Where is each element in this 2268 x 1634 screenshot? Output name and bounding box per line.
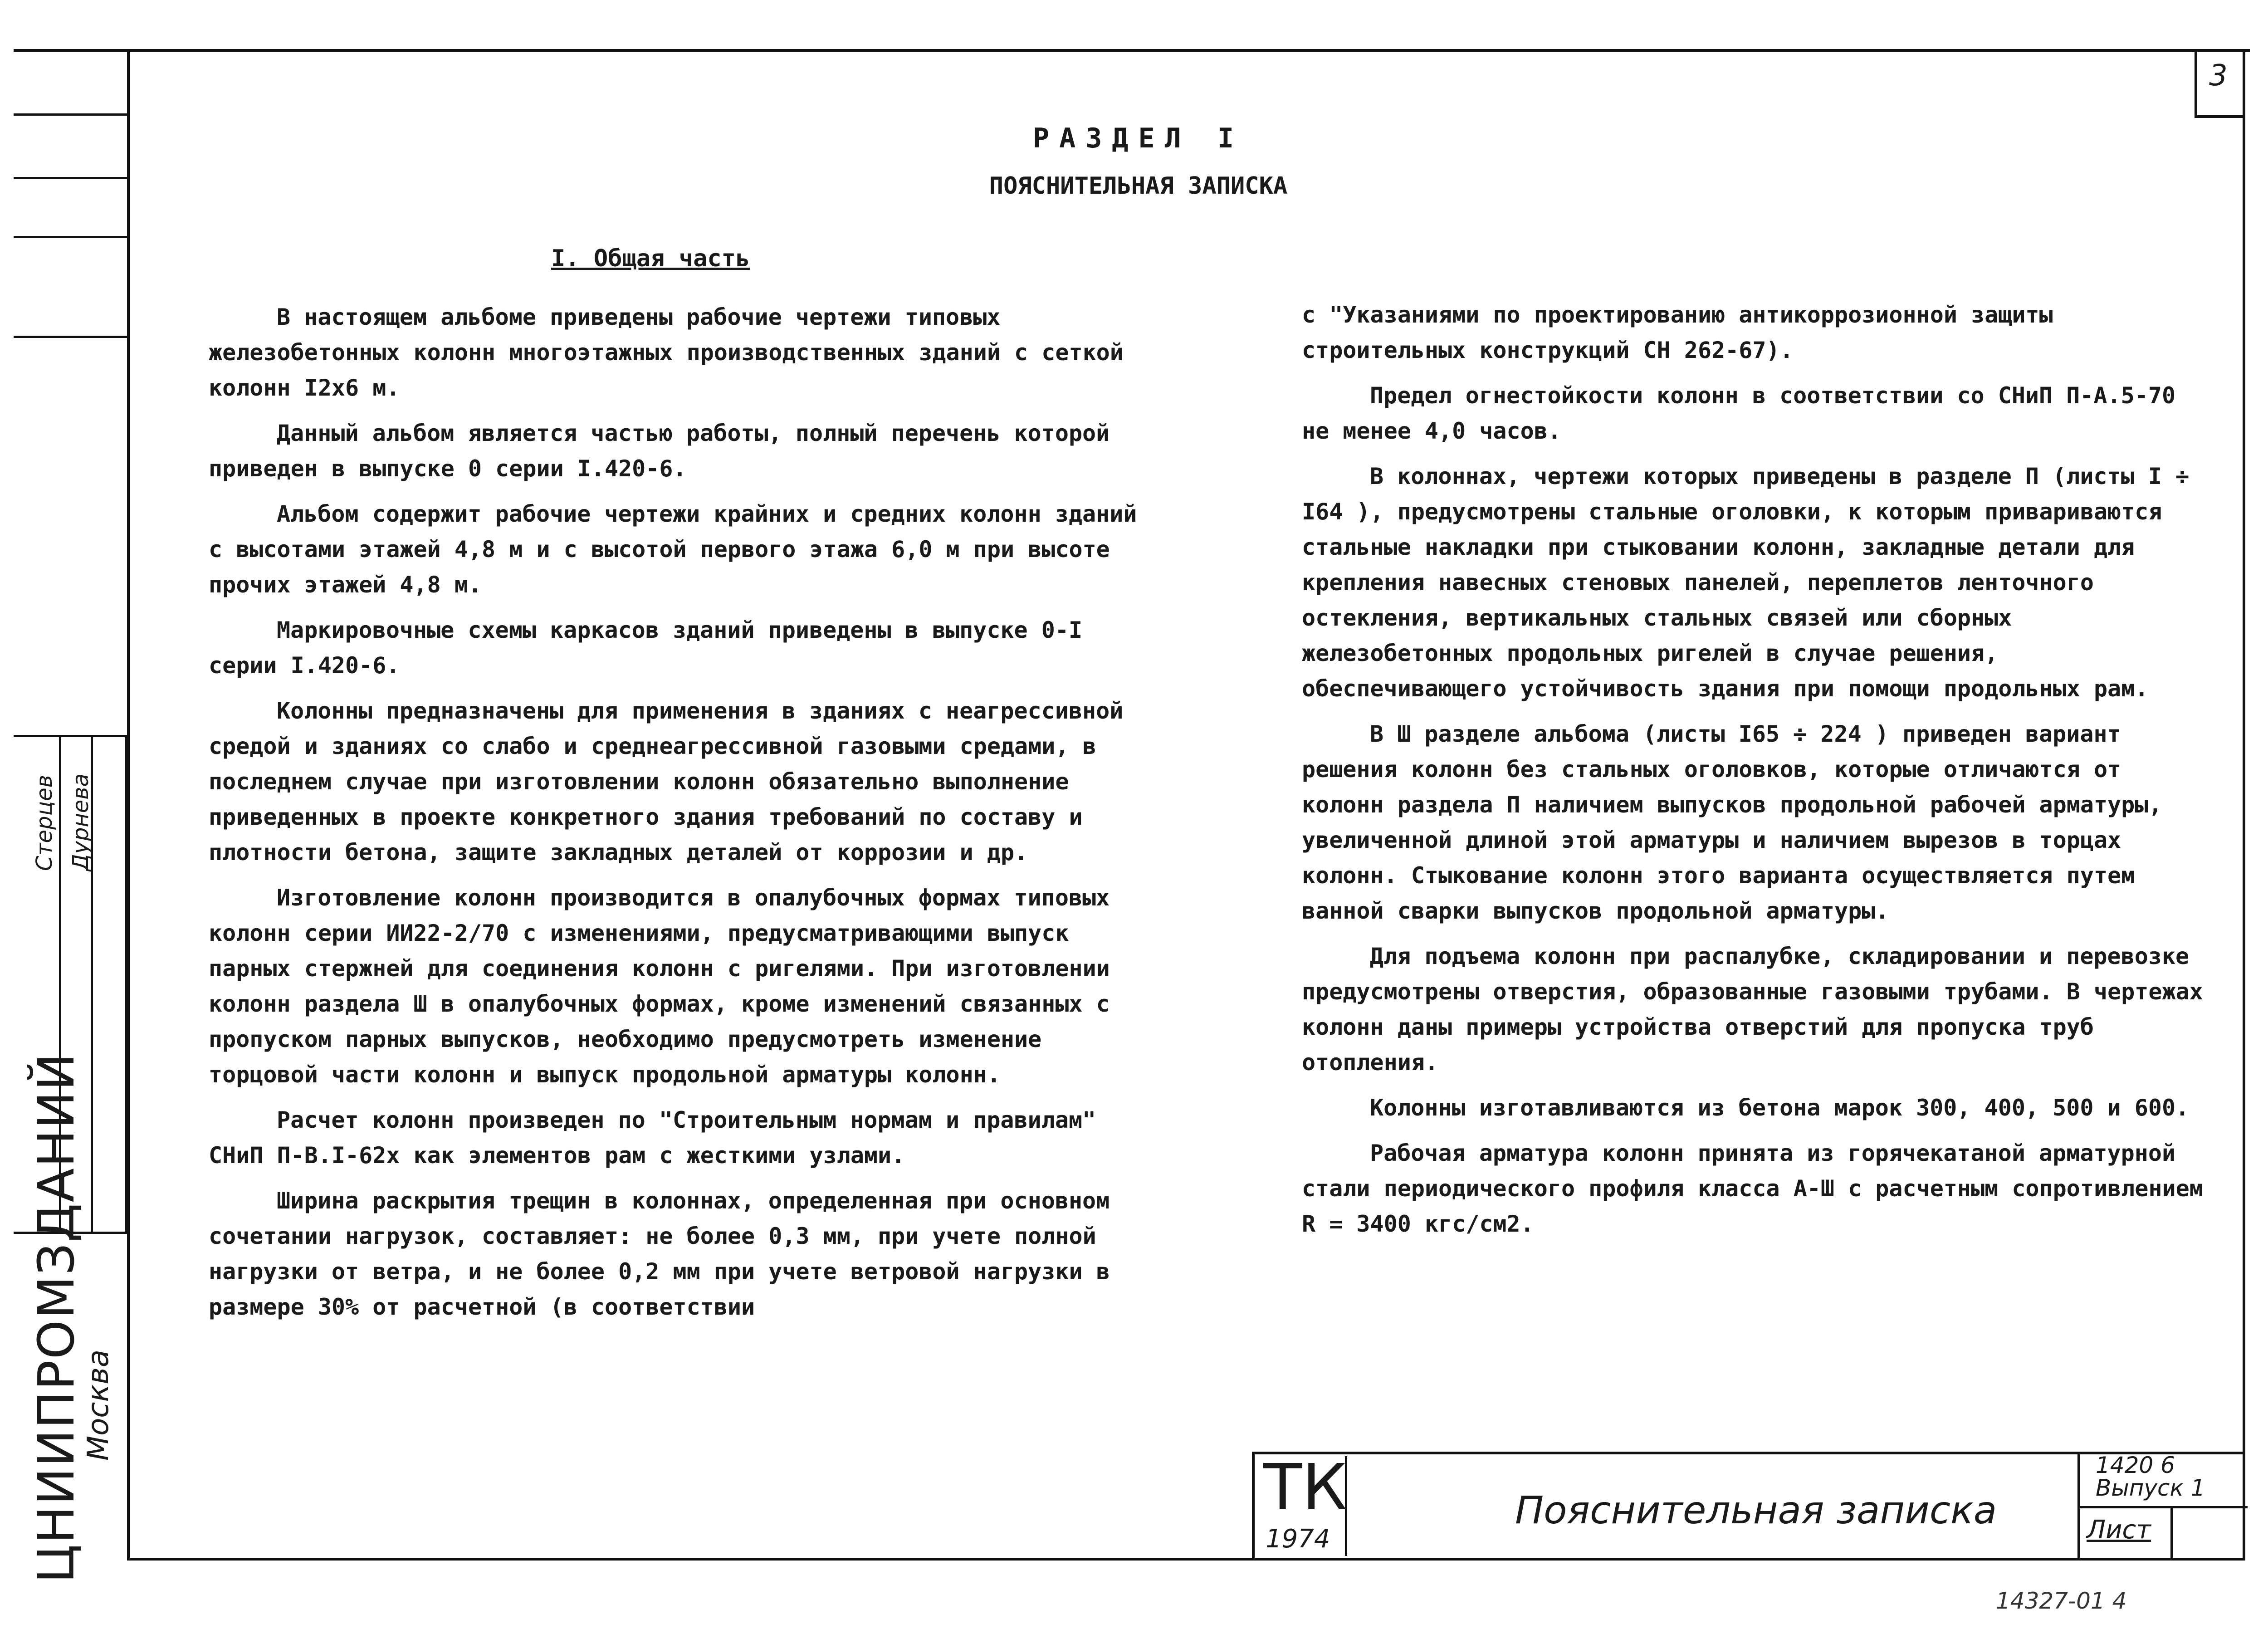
paragraph: В Ш разделе альбома (листы I65 ÷ 224 ) приведен вариант решения колонн без стальных оголовков, которые отличаются от колонн раздела П наличием выпусков продольной рабочей арматуры, увеличенной длиной этой арматуры и наличием вырезов в торцах колонн. Стыкование колонн этого варианта осуществляется путем ванной сварки выпусков продольной арматуры. bbox=[1302, 721, 2162, 924]
issue-label: Выпуск 1 bbox=[2096, 1475, 2205, 1501]
divider bbox=[2080, 1506, 2248, 1508]
paragraph: Маркировочные схемы каркасов зданий приведены в выпуске 0-I серии I.420-6. bbox=[209, 617, 1083, 679]
paragraph: с "Указаниями по проектированию антикоррозионной защиты строительных конструкций СН 262-67). bbox=[1302, 302, 2053, 363]
subsection-title: I. Общая часть bbox=[551, 245, 750, 272]
signature-name: Дурнева bbox=[68, 773, 93, 871]
paragraph: Расчет колонн произведен по "Строительным нормам и правилам" СНиП П-В.I-62х как элементов рам с жесткими узлами. bbox=[209, 1107, 1096, 1169]
divider bbox=[2170, 1506, 2173, 1561]
paragraph: В колоннах, чертежи которых приведены в разделе П (листы I ÷ I64 ), предусмотрены стальные оголовки, к которым привариваются стальные накладки при стыковании колонн, закладные детали для крепления навесных стеновых панелей, переплетов ленточного остекления, вертикальных стальных связей или сборных железобетонных продольных ригелей в случае решения, обеспечивающего устойчивость здания при помощи продольных рам. bbox=[1302, 463, 2190, 702]
stamp-series bbox=[2096, 1454, 2205, 1499]
paragraph: Данный альбом является частью работы, полный перечень которой приведен в выпуске 0 серии I.420-6. bbox=[209, 420, 1110, 482]
archive-code: 14327-01 4 bbox=[1996, 1588, 2127, 1614]
section-heading: РАЗДЕЛ I bbox=[1033, 122, 1244, 154]
left-column bbox=[209, 299, 1152, 1325]
paragraph: Предел огнестойкости колонн в соответствии со СНиП П-А.5-70 не менее 4,0 часов. bbox=[1302, 382, 2176, 444]
org-name: ЦНИИПРОМЗДАНИЙ bbox=[27, 1052, 85, 1583]
tk-mark: ТК bbox=[1263, 1451, 1347, 1525]
paragraph: Ширина раскрытия трещин в колоннах, определенная при основном сочетании нагрузок, составляет: не более 0,3 мм, при учете полной нагрузки от ветра, и не более 0,2 мм при учете ветровой нагрузки в размере 30% от расчетной (в соответствии bbox=[209, 1188, 1110, 1320]
paragraph: Для подъема колонн при распалубке, складировании и перевозке предусмотрены отверстия, образованные газовыми трубами. В чертежах колонн даны примеры устройства отверстий для пропуска труб отопления. bbox=[1302, 943, 2203, 1076]
section-title: ПОЯСНИТЕЛЬНАЯ ЗАПИСКА bbox=[989, 172, 1288, 200]
city-name: Москва bbox=[82, 1349, 115, 1461]
paragraph: Альбом содержит рабочие чертежи крайних и средних колонн зданий с высотами этажей 4,8 м и с высотой первого этажа 6,0 м при высоте прочих этажей 4,8 м. bbox=[209, 501, 1137, 598]
sheet-label: Лист bbox=[2087, 1515, 2151, 1545]
paragraph: Рабочая арматура колонн принята из горячекатаной арматурной стали периодического профиля класса А-Ш с расчетным сопротивлением R = 3400 кгс/см2. bbox=[1302, 1140, 2203, 1237]
series-code: 1420 6 bbox=[2096, 1452, 2175, 1478]
paragraph: В настоящем альбоме приведены рабочие чертежи типовых железобетонных колонн многоэтажных производственных зданий с сеткой колонн I2x6 м. bbox=[209, 304, 1124, 401]
margin-line bbox=[14, 236, 127, 238]
page-number: 3 bbox=[2209, 59, 2228, 93]
tk-year: 1974 bbox=[1266, 1524, 1330, 1554]
margin-line bbox=[14, 113, 127, 116]
paragraph: Изготовление колонн производится в опалубочных формах типовых колонн серии ИИ22-2/70 с изменениями, предусматривающими выпуск парных стержней для соединения колонн с ригелями. При изготовлении колонн раздела Ш в опалубочных формах, кроме изменений связанных с пропуском парных выпусков, необходимо предусмотреть изменение торцовой части колонн и выпуск продольной арматуры колонн. bbox=[209, 885, 1110, 1088]
stamp-title: Пояснительная записка bbox=[1515, 1488, 1997, 1532]
paragraph: Колонны изготавливаются из бетона марок 300, 400, 500 и 600. bbox=[1370, 1095, 2190, 1121]
signature-name: Стерцев bbox=[32, 775, 57, 871]
right-column bbox=[1302, 297, 2209, 1242]
margin-line bbox=[14, 336, 127, 338]
paragraph: Колонны предназначены для применения в зданиях с неагрессивной средой и зданиях со слабо и среднеагрессивной газовыми средами, в последнем случае при изготовлении колонн обязательно выполнение приведенных в проекте конкретного здания требований по составу и плотности бетона, защите закладных деталей от коррозии и др. bbox=[209, 698, 1124, 866]
